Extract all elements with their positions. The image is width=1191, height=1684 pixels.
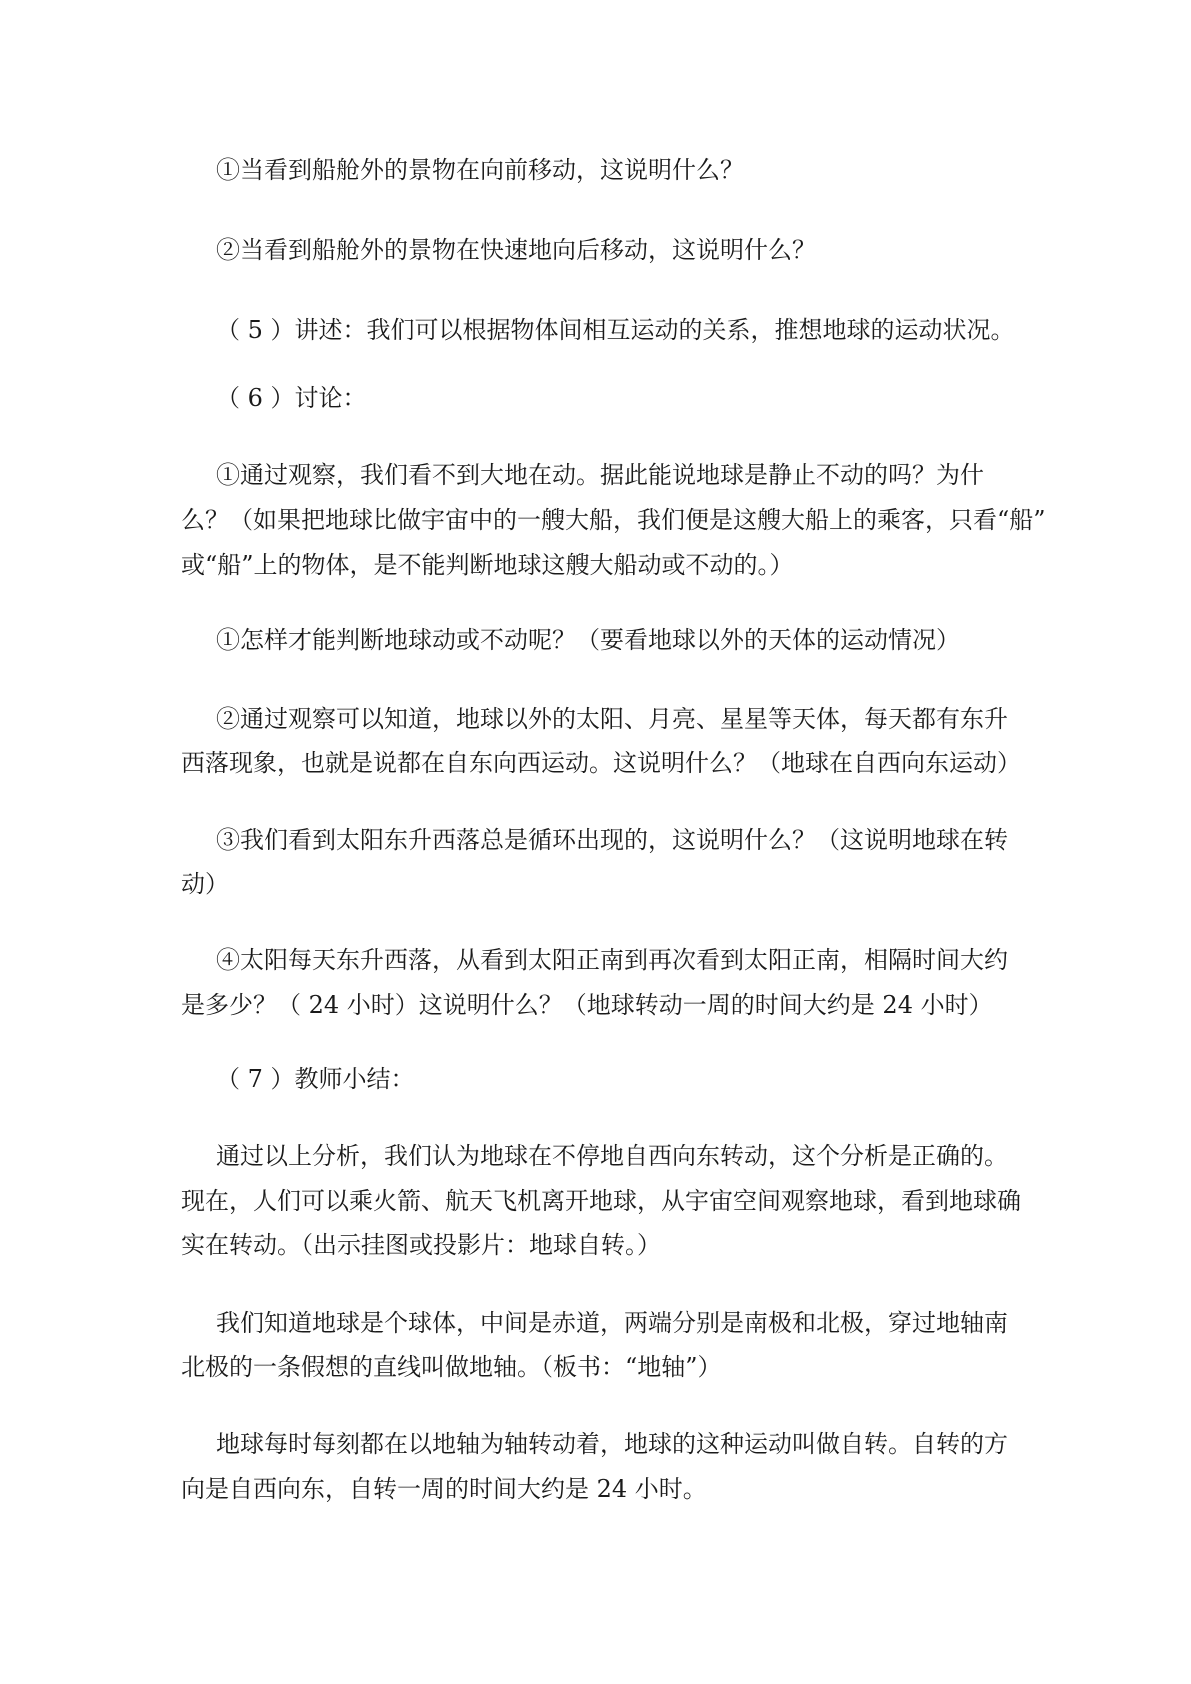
text-line: 现在，人们可以乘火箭、航天飞机离开地球，从宇宙空间观察地球，看到地球确 — [181, 1187, 1021, 1215]
text-line: 动） — [181, 870, 229, 898]
text-line: 北极的一条假想的直线叫做地轴。（板书：“地轴”） — [181, 1353, 722, 1381]
text-line: 西落现象，也就是说都在自东向西运动。这说明什么？（地球在自西向东运动） — [181, 749, 1021, 777]
text-line: 我们知道地球是个球体，中间是赤道，两端分别是南极和北极，穿过地轴南 — [216, 1309, 1008, 1337]
text-line: ①当看到船舱外的景物在向前移动，这说明什么？ — [216, 156, 744, 184]
text-line: ②当看到船舱外的景物在快速地向后移动，这说明什么？ — [216, 236, 816, 264]
text-line: 是多少？（ 24 小时）这说明什么？（地球转动一周的时间大约是 24 小时） — [181, 991, 993, 1019]
text-line: （ 7 ）教师小结： — [216, 1065, 415, 1093]
text-line: ③我们看到太阳东升西落总是循环出现的，这说明什么？（这说明地球在转 — [216, 826, 1008, 854]
text-line: ④太阳每天东升西落，从看到太阳正南到再次看到太阳正南，相隔时间大约 — [216, 946, 1008, 974]
text-line: 向是自西向东，自转一周的时间大约是 24 小时。 — [181, 1475, 707, 1503]
text-line: （ 6 ）讨论： — [216, 384, 367, 412]
text-line: ①怎样才能判断地球动或不动呢？（要看地球以外的天体的运动情况） — [216, 626, 960, 654]
text-line: 或“船”上的物体，是不能判断地球这艘大船动或不动的。） — [181, 551, 794, 579]
text-line: 么？（如果把地球比做宇宙中的一艘大船，我们便是这艘大船上的乘客，只看“船” — [181, 506, 1046, 534]
text-line: ①通过观察，我们看不到大地在动。据此能说地球是静止不动的吗？为什 — [216, 461, 984, 489]
text-line: （ 5 ）讲述：我们可以根据物体间相互运动的关系，推想地球的运动状况。 — [216, 316, 1015, 344]
text-line: ②通过观察可以知道，地球以外的太阳、月亮、星星等天体，每天都有东升 — [216, 705, 1008, 733]
text-line: 通过以上分析，我们认为地球在不停地自西向东转动，这个分析是正确的。 — [216, 1142, 1008, 1170]
text-line: 实在转动。（出示挂图或投影片：地球自转。） — [181, 1231, 661, 1259]
text-line: 地球每时每刻都在以地轴为轴转动着，地球的这种运动叫做自转。自转的方 — [216, 1430, 1008, 1458]
